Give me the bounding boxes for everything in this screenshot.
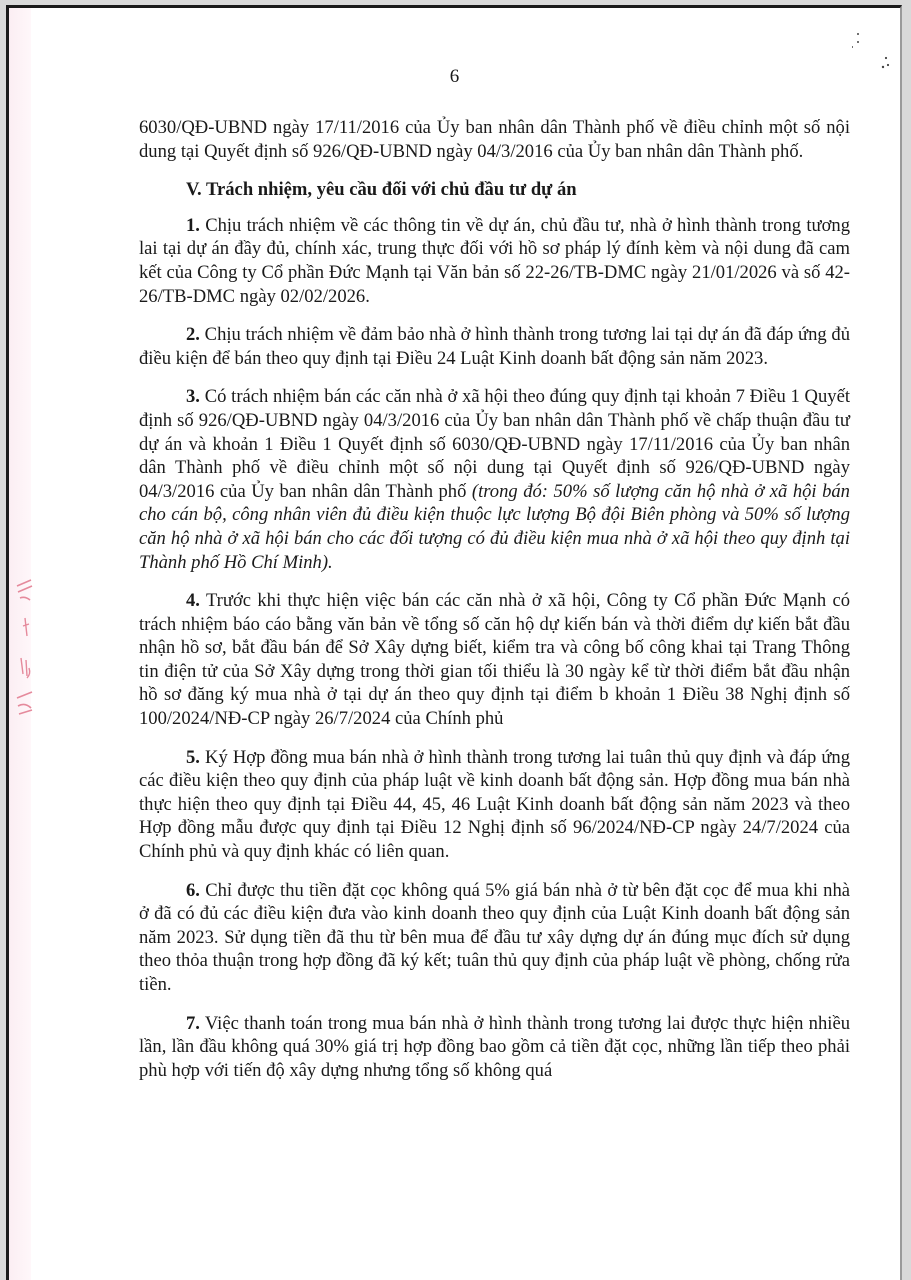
list-item-3 (139, 385, 850, 574)
item-text: Việc thanh toán trong mua bán nhà ở hình thành trong tương lai được thực hiện nhiều lần, lần đầu không quá 30% giá trị hợp đồng bao gồm cả tiền đặt cọc, những lần tiếp theo phải phù hợp với tiến độ xây dựng nhưng tổng số không quá (139, 1012, 850, 1081)
list-item-5 (139, 746, 850, 864)
item-number: 7. (186, 1012, 200, 1034)
list-item-6 (139, 879, 850, 997)
section-title (139, 178, 850, 202)
item-text: Trước khi thực hiện việc bán các căn nhà ở xã hội, Công ty Cổ phần Đức Mạnh có trách nhiệm báo cáo bằng văn bản về tổng số căn hộ dự kiến bán và thời điểm dự kiến bắt đầu nhận hồ sơ, bắt đầu bán để Sở Xây dựng biết, kiểm tra và công bố công khai tại Trang Thông tin điện tử của Sở Xây dựng trong thời gian tối thiểu là 30 ngày kể từ thời điểm bắt đầu nhận hồ sơ đăng ký mua nhà ở tại dự án theo quy định tại điểm b khoản 1 Điều 38 Nghị định số 100/2024/NĐ-CP ngày 26/7/2024 của Chính phủ (139, 590, 851, 730)
item-number: 3. (186, 386, 200, 408)
list-item-2 (139, 323, 850, 370)
item-text: Ký Hợp đồng mua bán nhà ở hình thành trong tương lai tuân thủ quy định và đáp ứng các điều kiện theo quy định của pháp luật về kinh doanh bất động sản. Hợp đồng mua bán nhà thực hiện theo quy định tại Điều 44, 45, 46 Luật Kinh doanh bất động sản năm 2023 và theo Hợp đồng mẫu được quy định tại Điều 12 Nghị định số 96/2024/NĐ-CP ngày 24/7/2024 của Chính phủ và quy định khác có liên quan. (139, 746, 850, 863)
item-number: 2. (186, 324, 200, 346)
document-page (6, 5, 902, 1280)
item-text: Có trách nhiệm bán các căn nhà ở xã hội theo đúng quy định tại khoản 7 Điều 1 Quyết định số 926/QĐ-UBND ngày 04/3/2016 của Ủy ban nhân dân Thành phố về chấp thuận đầu tư dự án và khoản 1 Điều 1 Quyết định số 6030/QĐ-UBND ngày 17/11/2016 của Ủy ban nhân dân Thành phố về điều chỉnh một số nội dung tại Quyết định số 926/QĐ-UBND ngày 04/3/2016 của Ủy ban nhân dân Thành phố (139, 386, 850, 502)
item-number: 6. (186, 879, 200, 901)
red-stamp-marks-icon (11, 578, 37, 728)
item-number: 5. (186, 746, 200, 768)
item-text: Chỉ được thu tiền đặt cọc không quá 5% giá bán nhà ở từ bên đặt cọc để mua khi nhà ở đã có đủ các điều kiện đưa vào kinh doanh theo quy định của Luật Kinh doanh bất động sản năm 2023. Sử dụng tiền đã thu từ bên mua để đầu tư xây dựng dự án đúng mục đích sử dụng theo thỏa thuận trong hợp đồng đã ký kết; tuân thủ quy định của pháp luật về phòng, chống rửa tiền. (139, 879, 850, 995)
item-number: 4. (186, 590, 200, 612)
intro-paragraph: 6030/QĐ-UBND ngày 17/11/2016 của Ủy ban nhân dân Thành phố về điều chỉnh một số nội dung tại Quyết định số 926/QĐ-UBND ngày 04/3/2016 của Ủy ban nhân dân Thành phố. (139, 117, 850, 162)
item-number: 1. (186, 214, 200, 236)
document-body (139, 116, 850, 1097)
item-text: Chịu trách nhiệm về các thông tin về dự án, chủ đầu tư, nhà ở hình thành trong tương lai tại dự án đầy đủ, chính xác, trung thực đối với hồ sơ pháp lý đính kèm và nội dung đã cam kết của Công ty Cổ phần Đức Mạnh tại Văn bản số 22-26/TB-DMC ngày 21/01/2026 và số 42-26/TB-DMC ngày 02/02/2026. (139, 214, 850, 307)
list-item-1 (139, 214, 850, 308)
list-item-4 (139, 589, 850, 731)
page-number: 6 (449, 66, 460, 87)
section-title-text: V. Trách nhiệm, yêu cầu đối với chủ đầu tư dự án (186, 179, 577, 201)
item-italic-note: (trong đó: 50% số lượng căn hộ nhà ở xã hội bán cho cán bộ, công nhân viên đủ điều kiện thuộc lực lượng Bộ đội Biên phòng và 50% số lượng căn hộ nhà ở xã hội bán cho các đối tượng có đủ điều kiện mua nhà ở xã hội theo quy định tại Thành phố Hồ Chí Minh). (139, 480, 850, 573)
item-text: Chịu trách nhiệm về đảm bảo nhà ở hình thành trong tương lai tại dự án đã đáp ứng đủ điều kiện để bán theo quy định tại Điều 24 Luật Kinh doanh bất động sản năm 2023. (139, 324, 850, 369)
list-item-7 (139, 1012, 850, 1083)
